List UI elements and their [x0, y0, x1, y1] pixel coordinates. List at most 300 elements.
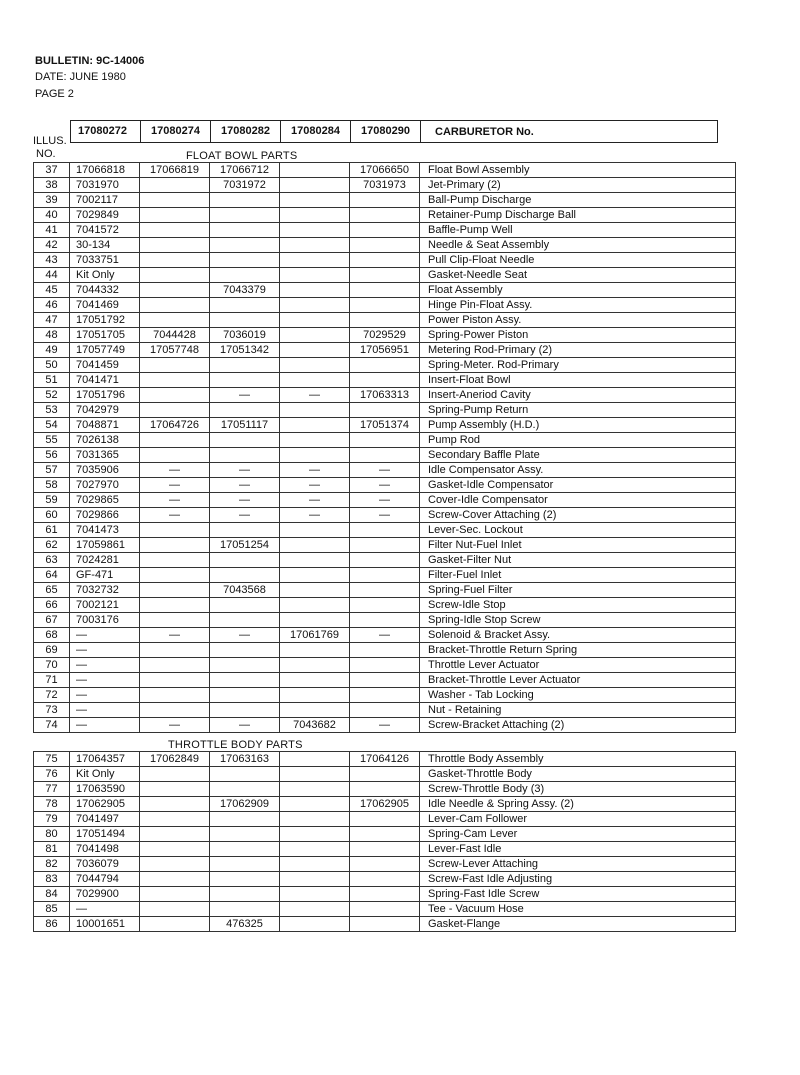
part-number-17080284: [280, 523, 350, 538]
part-number-17080272: 7029900: [70, 887, 140, 902]
part-number-17080272: 17062905: [70, 797, 140, 812]
part-number-17080284: [280, 613, 350, 628]
illus-number: 64: [34, 568, 70, 583]
part-number-17080284: [280, 253, 350, 268]
part-number-17080282: 7031972: [210, 178, 280, 193]
illus-number: 46: [34, 298, 70, 313]
table-row: [34, 583, 736, 598]
illus-number: 41: [34, 223, 70, 238]
part-description: Float Assembly: [420, 283, 736, 298]
part-number-17080274: [140, 223, 210, 238]
part-number-17080284: [280, 553, 350, 568]
part-number-17080290: [350, 613, 420, 628]
part-number-17080290: [350, 827, 420, 842]
part-number-17080282: [210, 268, 280, 283]
part-description: Pump Assembly (H.D.): [420, 418, 736, 433]
part-description: Filter Nut-Fuel Inlet: [420, 538, 736, 553]
part-number-17080290: —: [350, 478, 420, 493]
part-description: Spring-Fast Idle Screw: [420, 887, 736, 902]
illus-number: 78: [34, 797, 70, 812]
illus-number: 74: [34, 718, 70, 733]
part-description: Gasket-Needle Seat: [420, 268, 736, 283]
part-description: Needle & Seat Assembly: [420, 238, 736, 253]
part-number-17080290: 7031973: [350, 178, 420, 193]
part-number-17080274: [140, 673, 210, 688]
part-number-17080290: [350, 842, 420, 857]
table-row: [34, 433, 736, 448]
part-description: Float Bowl Assembly: [420, 163, 736, 178]
part-number-17080282: [210, 643, 280, 658]
part-number-17080290: [350, 403, 420, 418]
part-description: Insert-Float Bowl: [420, 373, 736, 388]
part-number-17080274: [140, 902, 210, 917]
part-number-17080290: [350, 268, 420, 283]
part-number-17080274: [140, 268, 210, 283]
part-number-17080282: [210, 827, 280, 842]
part-number-17080290: [350, 433, 420, 448]
part-number-17080284: [280, 568, 350, 583]
part-number-17080274: 17066819: [140, 163, 210, 178]
part-number-17080274: [140, 583, 210, 598]
part-number-17080274: [140, 538, 210, 553]
part-number-17080274: [140, 208, 210, 223]
part-number-17080274: —: [140, 493, 210, 508]
table-row: [34, 812, 736, 827]
illus-number: 65: [34, 583, 70, 598]
illus-number: 54: [34, 418, 70, 433]
part-number-17080282: [210, 433, 280, 448]
table-row: [34, 688, 736, 703]
illus-number: 76: [34, 767, 70, 782]
part-description: Idle Compensator Assy.: [420, 463, 736, 478]
part-description: Pump Rod: [420, 433, 736, 448]
part-number-17080282: —: [210, 463, 280, 478]
illus-number: 51: [34, 373, 70, 388]
part-number-17080272: 7041473: [70, 523, 140, 538]
part-number-17080284: [280, 193, 350, 208]
part-number-17080284: [280, 782, 350, 797]
part-number-17080272: —: [70, 902, 140, 917]
part-number-17080282: [210, 253, 280, 268]
part-number-17080272: 7041471: [70, 373, 140, 388]
part-number-17080272: 7036079: [70, 857, 140, 872]
part-number-17080272: 7044794: [70, 872, 140, 887]
part-number-17080290: [350, 523, 420, 538]
part-description: Lever-Cam Follower: [420, 812, 736, 827]
part-number-17080272: 17064357: [70, 752, 140, 767]
illus-number: 38: [34, 178, 70, 193]
part-number-17080290: [350, 238, 420, 253]
part-number-17080282: [210, 812, 280, 827]
table-row: [34, 628, 736, 643]
part-number-17080284: [280, 703, 350, 718]
part-description: Metering Rod-Primary (2): [420, 343, 736, 358]
part-number-17080274: [140, 857, 210, 872]
table-row: [34, 463, 736, 478]
float-bowl-parts-table: [33, 162, 736, 733]
part-number-17080272: 17066818: [70, 163, 140, 178]
part-number-17080272: 7041497: [70, 812, 140, 827]
part-number-17080282: —: [210, 508, 280, 523]
illus-number: 72: [34, 688, 70, 703]
part-number-17080282: [210, 373, 280, 388]
part-number-17080290: 17063313: [350, 388, 420, 403]
part-description: Filter-Fuel Inlet: [420, 568, 736, 583]
part-number-17080282: [210, 902, 280, 917]
part-description: Lever-Sec. Lockout: [420, 523, 736, 538]
part-number-17080284: [280, 887, 350, 902]
illus-number: 59: [34, 493, 70, 508]
part-number-17080290: [350, 703, 420, 718]
part-number-17080282: [210, 553, 280, 568]
part-number-17080272: —: [70, 658, 140, 673]
part-number-17080274: [140, 767, 210, 782]
part-number-17080290: [350, 223, 420, 238]
carburetor-header-row: [70, 120, 718, 143]
part-description: Retainer-Pump Discharge Ball: [420, 208, 736, 223]
part-number-17080272: 7002121: [70, 598, 140, 613]
part-number-17080272: 17051494: [70, 827, 140, 842]
table-row: [34, 842, 736, 857]
part-number-17080290: [350, 673, 420, 688]
table-row: [34, 193, 736, 208]
part-number-17080272: 7044332: [70, 283, 140, 298]
part-number-17080274: 7044428: [140, 328, 210, 343]
part-description: Spring-Idle Stop Screw: [420, 613, 736, 628]
table-row: [34, 313, 736, 328]
part-number-17080284: [280, 857, 350, 872]
part-number-17080274: [140, 178, 210, 193]
table-row: [34, 298, 736, 313]
part-description: Screw-Bracket Attaching (2): [420, 718, 736, 733]
part-number-17080272: GF-471: [70, 568, 140, 583]
part-number-17080290: [350, 253, 420, 268]
table-row: [34, 827, 736, 842]
illus-no-label: NO.: [36, 148, 56, 160]
illus-number: 81: [34, 842, 70, 857]
part-number-17080272: 17059861: [70, 538, 140, 553]
part-number-17080272: 7031365: [70, 448, 140, 463]
part-number-17080274: [140, 568, 210, 583]
part-description: Screw-Cover Attaching (2): [420, 508, 736, 523]
part-number-17080290: 17056951: [350, 343, 420, 358]
part-description: Pull Clip-Float Needle: [420, 253, 736, 268]
part-number-17080290: [350, 448, 420, 463]
part-number-17080282: —: [210, 388, 280, 403]
illus-number: 67: [34, 613, 70, 628]
part-number-17080290: [350, 538, 420, 553]
part-number-17080274: [140, 782, 210, 797]
part-number-17080282: [210, 403, 280, 418]
part-number-17080272: —: [70, 688, 140, 703]
part-number-17080282: 17051254: [210, 538, 280, 553]
illus-number: 62: [34, 538, 70, 553]
part-number-17080284: [280, 373, 350, 388]
illus-number: 43: [34, 253, 70, 268]
part-number-17080290: [350, 298, 420, 313]
part-number-17080282: [210, 782, 280, 797]
illus-number: 79: [34, 812, 70, 827]
part-description: Gasket-Throttle Body: [420, 767, 736, 782]
table-row: [34, 388, 736, 403]
illus-number: 84: [34, 887, 70, 902]
part-number-17080282: 476325: [210, 917, 280, 932]
part-number-17080282: [210, 448, 280, 463]
part-description: Baffle-Pump Well: [420, 223, 736, 238]
table-row: [34, 782, 736, 797]
part-number-17080284: [280, 752, 350, 767]
part-number-17080290: 17051374: [350, 418, 420, 433]
part-number-17080290: [350, 767, 420, 782]
part-number-17080272: 17051792: [70, 313, 140, 328]
table-row: [34, 163, 736, 178]
part-number-17080272: 7048871: [70, 418, 140, 433]
part-number-17080290: [350, 193, 420, 208]
part-number-17080274: [140, 797, 210, 812]
table-row: [34, 917, 736, 932]
part-number-17080290: 17066650: [350, 163, 420, 178]
part-number-17080282: [210, 887, 280, 902]
part-number-17080274: [140, 703, 210, 718]
illus-number: 85: [34, 902, 70, 917]
part-number-17080274: —: [140, 508, 210, 523]
part-number-17080290: [350, 812, 420, 827]
part-number-17080290: [350, 857, 420, 872]
part-number-17080272: Kit Only: [70, 268, 140, 283]
part-number-17080284: [280, 223, 350, 238]
illus-number: 56: [34, 448, 70, 463]
part-number-17080284: [280, 688, 350, 703]
part-number-17080274: 17062849: [140, 752, 210, 767]
part-description: Bracket-Throttle Return Spring: [420, 643, 736, 658]
carburetor-column-2: 17080274: [141, 121, 211, 142]
part-description: Screw-Lever Attaching: [420, 857, 736, 872]
part-number-17080282: [210, 673, 280, 688]
part-description: Spring-Pump Return: [420, 403, 736, 418]
part-number-17080290: [350, 583, 420, 598]
table-row: [34, 328, 736, 343]
table-row: [34, 343, 736, 358]
part-number-17080290: —: [350, 718, 420, 733]
part-number-17080274: [140, 298, 210, 313]
part-number-17080290: —: [350, 493, 420, 508]
table-row: [34, 508, 736, 523]
illus-number: 86: [34, 917, 70, 932]
part-number-17080274: [140, 553, 210, 568]
part-number-17080284: [280, 827, 350, 842]
bulletin-number: BULLETIN: 9C-14006: [35, 55, 145, 67]
page-number: PAGE 2: [35, 88, 74, 100]
part-description: Throttle Body Assembly: [420, 752, 736, 767]
part-description: Tee - Vacuum Hose: [420, 902, 736, 917]
part-number-17080284: [280, 238, 350, 253]
part-number-17080272: 7029866: [70, 508, 140, 523]
carburetor-column-1: 17080272: [71, 121, 141, 142]
part-number-17080272: Kit Only: [70, 767, 140, 782]
part-number-17080274: [140, 658, 210, 673]
illus-number: 73: [34, 703, 70, 718]
part-number-17080282: [210, 568, 280, 583]
part-number-17080284: [280, 313, 350, 328]
part-description: Spring-Meter. Rod-Primary: [420, 358, 736, 373]
part-number-17080274: —: [140, 478, 210, 493]
table-row: [34, 523, 736, 538]
part-number-17080272: 7024281: [70, 553, 140, 568]
illus-number: 63: [34, 553, 70, 568]
part-number-17080272: 7041572: [70, 223, 140, 238]
part-number-17080290: [350, 658, 420, 673]
part-number-17080282: [210, 857, 280, 872]
part-number-17080282: [210, 872, 280, 887]
illus-number: 82: [34, 857, 70, 872]
part-number-17080290: [350, 643, 420, 658]
part-number-17080272: 7041459: [70, 358, 140, 373]
part-number-17080272: 7042979: [70, 403, 140, 418]
part-number-17080272: 17057749: [70, 343, 140, 358]
part-number-17080282: [210, 193, 280, 208]
part-number-17080282: 7043379: [210, 283, 280, 298]
part-number-17080274: [140, 193, 210, 208]
throttle-body-parts-table: [33, 751, 736, 932]
part-number-17080290: [350, 598, 420, 613]
part-number-17080290: [350, 373, 420, 388]
part-number-17080272: 7035906: [70, 463, 140, 478]
table-row: [34, 797, 736, 812]
part-number-17080282: [210, 298, 280, 313]
part-number-17080272: 7026138: [70, 433, 140, 448]
part-description: Jet-Primary (2): [420, 178, 736, 193]
part-number-17080284: [280, 433, 350, 448]
part-number-17080272: 7029865: [70, 493, 140, 508]
part-number-17080284: —: [280, 508, 350, 523]
part-number-17080272: 7033751: [70, 253, 140, 268]
table-row: [34, 358, 736, 373]
part-description: Washer - Tab Locking: [420, 688, 736, 703]
illus-number: 66: [34, 598, 70, 613]
part-description: Screw-Idle Stop: [420, 598, 736, 613]
part-number-17080284: [280, 767, 350, 782]
table-row: [34, 493, 736, 508]
part-number-17080272: 7027970: [70, 478, 140, 493]
part-description: Secondary Baffle Plate: [420, 448, 736, 463]
part-number-17080272: 17051705: [70, 328, 140, 343]
part-number-17080284: [280, 872, 350, 887]
illus-number: 50: [34, 358, 70, 373]
part-number-17080290: [350, 872, 420, 887]
part-number-17080284: [280, 842, 350, 857]
part-number-17080290: —: [350, 508, 420, 523]
table-row: [34, 767, 736, 782]
part-number-17080284: 17061769: [280, 628, 350, 643]
part-number-17080282: 7036019: [210, 328, 280, 343]
part-number-17080282: [210, 208, 280, 223]
illus-number: 52: [34, 388, 70, 403]
part-description: Idle Needle & Spring Assy. (2): [420, 797, 736, 812]
part-number-17080272: 7031970: [70, 178, 140, 193]
part-number-17080274: [140, 812, 210, 827]
illus-number: 70: [34, 658, 70, 673]
illus-number: 55: [34, 433, 70, 448]
carburetor-column-4: 17080284: [281, 121, 351, 142]
table-row: [34, 902, 736, 917]
illus-number: 44: [34, 268, 70, 283]
illus-number: 58: [34, 478, 70, 493]
part-description: Solenoid & Bracket Assy.: [420, 628, 736, 643]
part-number-17080282: 17066712: [210, 163, 280, 178]
table-row: [34, 598, 736, 613]
table-row: [34, 238, 736, 253]
part-number-17080274: [140, 887, 210, 902]
part-number-17080282: [210, 688, 280, 703]
illus-number: 40: [34, 208, 70, 223]
table-row: [34, 418, 736, 433]
part-number-17080290: [350, 688, 420, 703]
part-number-17080284: [280, 358, 350, 373]
carburetor-column-3: 17080282: [211, 121, 281, 142]
table-row: [34, 703, 736, 718]
part-number-17080274: [140, 872, 210, 887]
section-title-float-bowl: FLOAT BOWL PARTS: [186, 150, 298, 162]
illus-number: 48: [34, 328, 70, 343]
part-number-17080282: [210, 313, 280, 328]
part-number-17080284: [280, 643, 350, 658]
section-title-throttle-body: THROTTLE BODY PARTS: [168, 739, 303, 751]
part-number-17080274: —: [140, 718, 210, 733]
table-row: [34, 568, 736, 583]
part-number-17080284: [280, 448, 350, 463]
part-number-17080284: [280, 208, 350, 223]
part-number-17080284: [280, 163, 350, 178]
part-number-17080284: [280, 283, 350, 298]
part-number-17080290: [350, 208, 420, 223]
part-number-17080290: [350, 313, 420, 328]
part-description: Gasket-Flange: [420, 917, 736, 932]
table-row: [34, 857, 736, 872]
part-number-17080274: [140, 643, 210, 658]
part-number-17080284: [280, 343, 350, 358]
part-number-17080284: [280, 673, 350, 688]
part-number-17080274: —: [140, 463, 210, 478]
part-number-17080272: 17051796: [70, 388, 140, 403]
part-number-17080284: [280, 598, 350, 613]
part-number-17080274: [140, 253, 210, 268]
part-number-17080284: 7043682: [280, 718, 350, 733]
part-number-17080274: [140, 598, 210, 613]
part-number-17080282: [210, 842, 280, 857]
illus-number: 77: [34, 782, 70, 797]
part-number-17080274: [140, 283, 210, 298]
illus-label: ILLUS.: [33, 135, 67, 147]
part-number-17080274: [140, 388, 210, 403]
table-row: [34, 538, 736, 553]
part-number-17080282: [210, 523, 280, 538]
part-number-17080282: —: [210, 493, 280, 508]
part-number-17080282: 17051117: [210, 418, 280, 433]
part-number-17080290: [350, 568, 420, 583]
table-row: [34, 373, 736, 388]
part-number-17080272: 10001651: [70, 917, 140, 932]
part-number-17080272: —: [70, 628, 140, 643]
part-number-17080282: [210, 358, 280, 373]
part-number-17080290: [350, 887, 420, 902]
carburetor-number-label: CARBURETOR No.: [435, 126, 534, 138]
part-number-17080290: [350, 917, 420, 932]
table-row: [34, 752, 736, 767]
part-number-17080284: [280, 403, 350, 418]
part-number-17080274: [140, 613, 210, 628]
part-number-17080284: [280, 328, 350, 343]
table-row: [34, 643, 736, 658]
